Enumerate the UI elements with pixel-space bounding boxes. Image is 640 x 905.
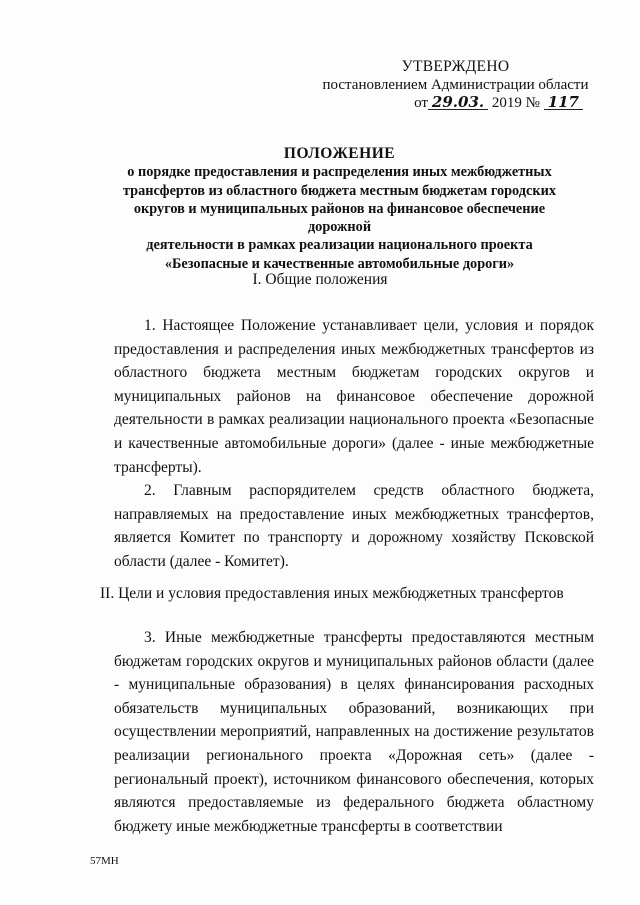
approval-decree: постановлением Администрации области bbox=[322, 77, 589, 93]
title-line: округов и муниципальных районов на финансовое обеспечение дорожной bbox=[133, 200, 546, 236]
paragraph-3-block bbox=[114, 626, 594, 838]
section-heading-1: I. Общие положения bbox=[252, 271, 388, 288]
title-line: о порядке предоставления и распределения иных межбюджетных bbox=[127, 164, 552, 181]
paragraph-3: 3. Иные межбюджетные трансферты предоставляются местным бюджетам городских округов и муниципальных районов области (далее - муниципальные образования) в целях финансирования расходных обязательств муниципальных образований, возникающих при осуществлении мероприятий, направленных на достижение результатов реализации регионального проекта «Дорожная сеть» (далее - региональный проект), источником финансового обеспечения, которых являются предоставляемые из федерального бюджета областному бюджету иные межбюджетные трансферты в соответствии bbox=[114, 629, 594, 835]
footer-code: 57МН bbox=[90, 855, 119, 867]
section-heading-2: II. Цели и условия предоставления иных межбюджетных трансфертов bbox=[100, 585, 564, 602]
date-prefix: от bbox=[414, 95, 428, 111]
approval-date-line bbox=[318, 94, 593, 112]
title-main: ПОЛОЖЕНИЕ bbox=[283, 145, 396, 162]
paragraph-1-block bbox=[114, 314, 594, 574]
approval-title: УТВЕРЖДЕНО bbox=[401, 58, 510, 75]
paragraph-2: 2. Главным распорядителем средств областного бюджета, направляемых на предоставление иных межбюджетных трансфертов, является Комитет по транспорту и дорожному хозяйству Псковской области (далее - Комитет). bbox=[114, 482, 594, 570]
paragraph-1: 1. Настоящее Положение устанавливает цели, условия и порядок предоставления и распределения иных межбюджетных трансфертов из областного бюджета местным бюджетам городских округов и муниципальных районов на финансовое обеспечение дорожной деятельности в рамках реализации национального проекта «Безопасные и качественные автомобильные дороги» (далее - иные межбюджетные трансферты). bbox=[114, 317, 594, 476]
title-line: деятельности в рамках реализации национального проекта bbox=[146, 237, 533, 254]
handwritten-number: 117 bbox=[544, 95, 583, 110]
document-title bbox=[112, 145, 567, 273]
handwritten-date: 29.03. bbox=[428, 95, 488, 110]
title-line: «Безопасные и качественные автомобильные дороги» bbox=[164, 255, 515, 272]
title-line: трансфертов из областного бюджета местным бюджетам городских bbox=[122, 182, 556, 199]
approval-stamp bbox=[318, 58, 593, 112]
year-number-label: 2019 № bbox=[491, 95, 540, 111]
